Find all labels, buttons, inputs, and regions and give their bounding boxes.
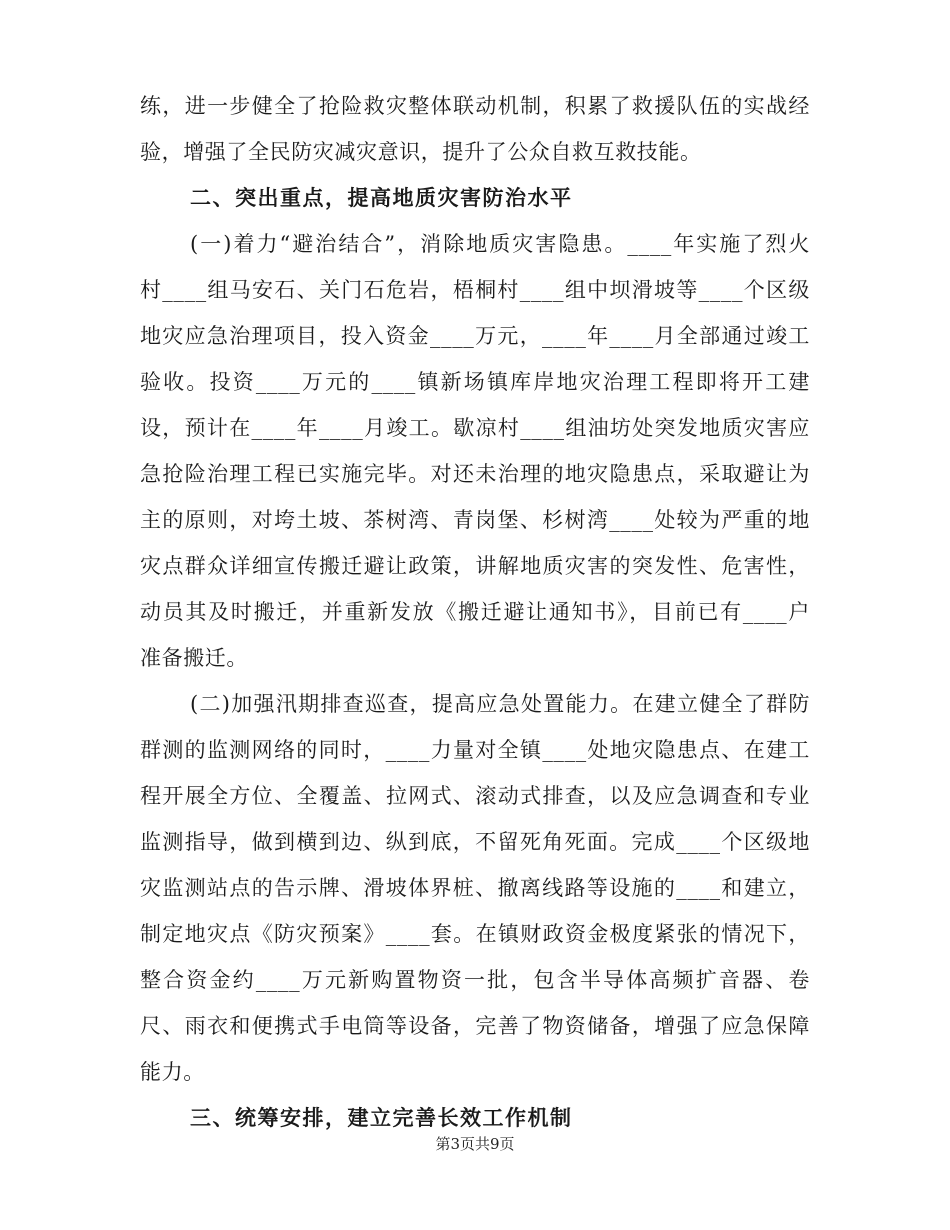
paragraph-line: 程开展全方位、全覆盖、拉网式、滚动式排查，以及应急调查和专业 xyxy=(140,784,810,808)
section-heading: 三、统筹安排，建立完善长效工作机制 xyxy=(190,1106,573,1130)
paragraph-line: 验，增强了全民防灾减灾意识，提升了公众自救互救技能。 xyxy=(140,140,702,164)
paragraph-line: 急抢险治理工程已实施完毕。对还未治理的地灾隐患点，采取避让为 xyxy=(140,462,810,486)
paragraph-line: 设，预计在____年____月竣工。歇凉村____组油坊处突发地质灾害应 xyxy=(140,416,810,440)
page-number: 第3页共9页 xyxy=(435,1135,515,1153)
paragraph-line: 灾点群众详细宣传搬迁避让政策，讲解地质灾害的突发性、危害性， xyxy=(140,554,810,578)
paragraph-line: 群测的监测网络的同时，____力量对全镇____处地灾隐患点、在建工 xyxy=(140,738,810,762)
paragraph-line: 练，进一步健全了抢险救灾整体联动机制，积累了救援队伍的实战经 xyxy=(140,94,810,118)
paragraph-line: 制定地灾点《防灾预案》____套。在镇财政资金极度紧张的情况下， xyxy=(140,922,810,946)
paragraph-line: 村____组马安石、关门石危岩，梧桐村____组中坝滑坡等____个区级 xyxy=(140,278,810,302)
paragraph-line: (二)加强汛期排查巡查，提高应急处置能力。在建立健全了群防 xyxy=(190,692,810,716)
paragraph-line: 验收。投资____万元的____镇新场镇库岸地灾治理工程即将开工建 xyxy=(140,370,810,394)
paragraph-line: 灾监测站点的告示牌、滑坡体界桩、撤离线路等设施的____和建立， xyxy=(140,876,810,900)
paragraph-line: 能力。 xyxy=(140,1060,205,1084)
paragraph-line: 动员其及时搬迁，并重新发放《搬迁避让通知书》，目前已有____户 xyxy=(140,600,810,624)
section-heading: 二、突出重点，提高地质灾害防治水平 xyxy=(190,186,573,210)
paragraph-line: 整合资金约____万元新购置物资一批，包含半导体高频扩音器、卷 xyxy=(140,968,810,992)
paragraph-line: 准备搬迁。 xyxy=(140,646,248,670)
paragraph-line: 监测指导，做到横到边、纵到底，不留死角死面。完成____个区级地 xyxy=(140,830,810,854)
paragraph-line: 尺、雨衣和便携式手电筒等设备，完善了物资储备，增强了应急保障 xyxy=(140,1014,810,1038)
paragraph-line: 主的原则，对垮土坡、茶树湾、青岗堡、杉树湾____处较为严重的地 xyxy=(140,508,810,532)
paragraph-line: 地灾应急治理项目，投入资金____万元，____年____月全部通过竣工 xyxy=(140,324,810,348)
paragraph-line: (一)着力“避治结合”，消除地质灾害隐患。____年实施了烈火 xyxy=(190,232,810,256)
